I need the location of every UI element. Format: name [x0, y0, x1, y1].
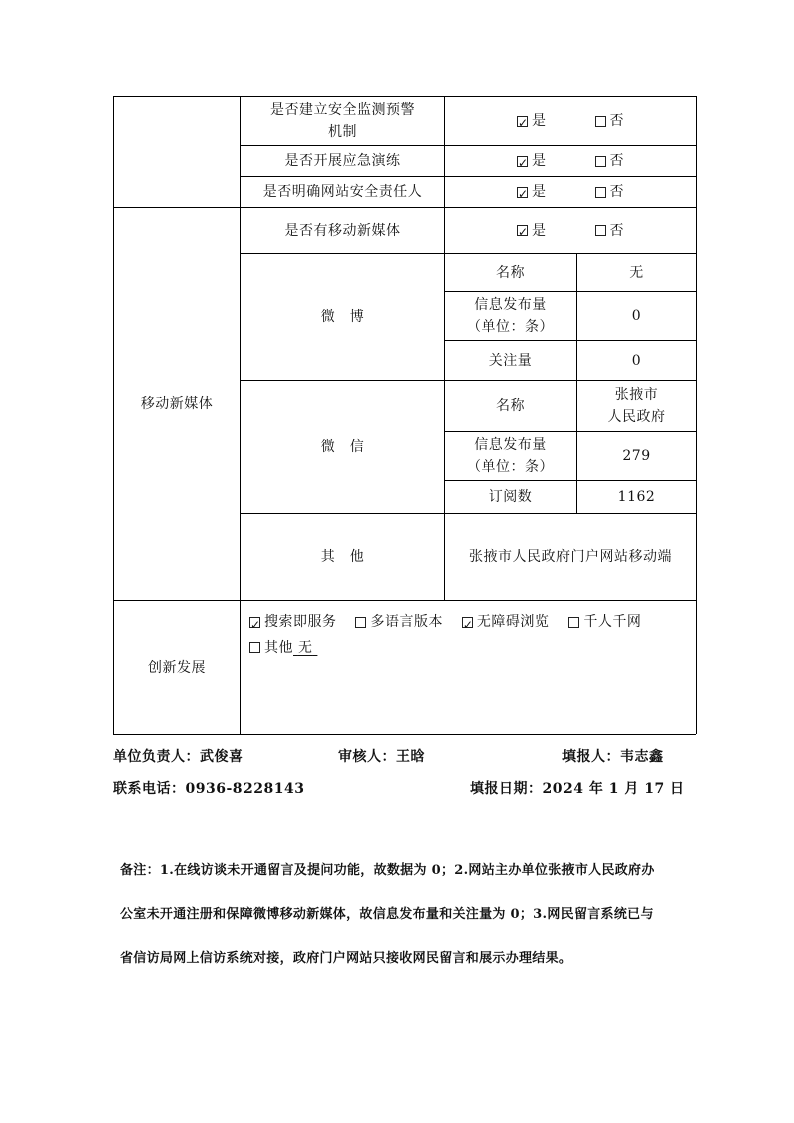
security-label-2: 是否开展应急演练	[284, 153, 401, 169]
option-search-service[interactable]: ✓ 搜索即服务	[249, 610, 337, 634]
other-label: 其 他	[320, 549, 365, 565]
security-label-3: 是否明确网站安全责任人	[262, 184, 423, 200]
media-section-label: 移动新媒体	[140, 396, 214, 412]
has-media-choice	[445, 208, 696, 253]
filler: 填报人：韦志鑫	[562, 749, 664, 765]
checkbox-empty-icon	[595, 116, 606, 127]
no-option[interactable]: 否	[595, 110, 625, 132]
other-value-underlined: 无	[297, 639, 313, 656]
checkbox-empty-icon	[595, 187, 606, 198]
wechat-posts-label: 信息发布量 （单位：条）	[467, 437, 554, 475]
innovation-section-label: 创新发展	[148, 659, 206, 676]
checkbox-checked-icon	[462, 617, 473, 628]
weibo-followers-value: 0	[631, 352, 642, 369]
note-line-2: 公室未开通注册和保障微博移动新媒体，故信息发布量和关注量为 0；3.网民留言系统已与	[120, 907, 654, 922]
weibo-followers-label: 关注量	[488, 352, 533, 369]
innovation-options	[249, 610, 694, 661]
other-value: 张掖市人民政府门户网站移动端	[469, 549, 672, 565]
checkbox-empty-icon	[595, 225, 606, 236]
wechat-posts-value: 279	[622, 448, 651, 464]
wechat-label: 微 信	[320, 439, 365, 455]
checkbox-empty-icon	[568, 617, 579, 628]
yes-option[interactable]: ✓ 是	[517, 181, 547, 203]
checkbox-empty-icon	[595, 156, 606, 167]
option-multilanguage[interactable]: 多语言版本	[355, 610, 443, 634]
has-media-label: 是否有移动新媒体	[284, 222, 401, 239]
checkbox-empty-icon	[355, 617, 366, 628]
security-choice-2	[445, 146, 696, 176]
wechat-name-label: 名称	[496, 398, 525, 414]
no-option[interactable]: 否	[595, 181, 625, 203]
contact-phone: 联系电话：0936-8228143	[113, 781, 305, 797]
weibo-posts-label: 信息发布量 （单位：条）	[467, 297, 554, 335]
wechat-name-value: 张掖市 人民政府	[607, 387, 666, 425]
checkbox-checked-icon	[517, 187, 528, 198]
wechat-subs-value: 1162	[617, 489, 656, 505]
option-accessibility[interactable]: ✓ 无障碍浏览	[462, 610, 550, 634]
note-line-3: 省信访局网上信访系统对接，政府门户网站只接收网民留言和展示办理结果。	[120, 951, 573, 966]
weibo-name-label: 名称	[496, 264, 525, 281]
weibo-label: 微 博	[320, 309, 365, 325]
rule-bottom	[113, 734, 696, 735]
checkbox-empty-icon	[249, 642, 260, 653]
weibo-name-value: 无	[629, 264, 644, 281]
no-option[interactable]: 否	[595, 150, 625, 172]
wechat-subs-label: 订阅数	[488, 489, 533, 505]
security-choice-1	[445, 97, 696, 145]
checkbox-checked-icon	[517, 225, 528, 236]
security-choice-3	[445, 177, 696, 207]
note	[120, 849, 680, 981]
reviewer: 审核人：王晗	[338, 749, 425, 765]
yes-option[interactable]: ✓ 是	[517, 150, 547, 172]
responsible-person: 单位负责人：武俊喜	[113, 749, 244, 765]
checkbox-checked-icon	[249, 617, 260, 628]
fill-date: 填报日期：2024 年 1 月 17 日	[470, 781, 685, 797]
rule	[696, 96, 697, 734]
security-label-1: 是否建立安全监测预警 机制	[270, 102, 415, 140]
checkbox-checked-icon	[517, 156, 528, 167]
no-option[interactable]: 否	[595, 220, 625, 242]
yes-option[interactable]: ✓ 是	[517, 220, 547, 242]
note-line-1: 备注：1.在线访谈未开通留言及提问功能，故数据为 0；2.网站主办单位张掖市人民政府办	[120, 863, 655, 878]
option-other[interactable]: 其他 无	[249, 636, 317, 660]
yes-option[interactable]: ✓ 是	[517, 110, 547, 132]
checkbox-checked-icon	[517, 116, 528, 127]
weibo-posts-value: 0	[631, 308, 642, 324]
option-personalized[interactable]: 千人千网	[568, 610, 641, 634]
